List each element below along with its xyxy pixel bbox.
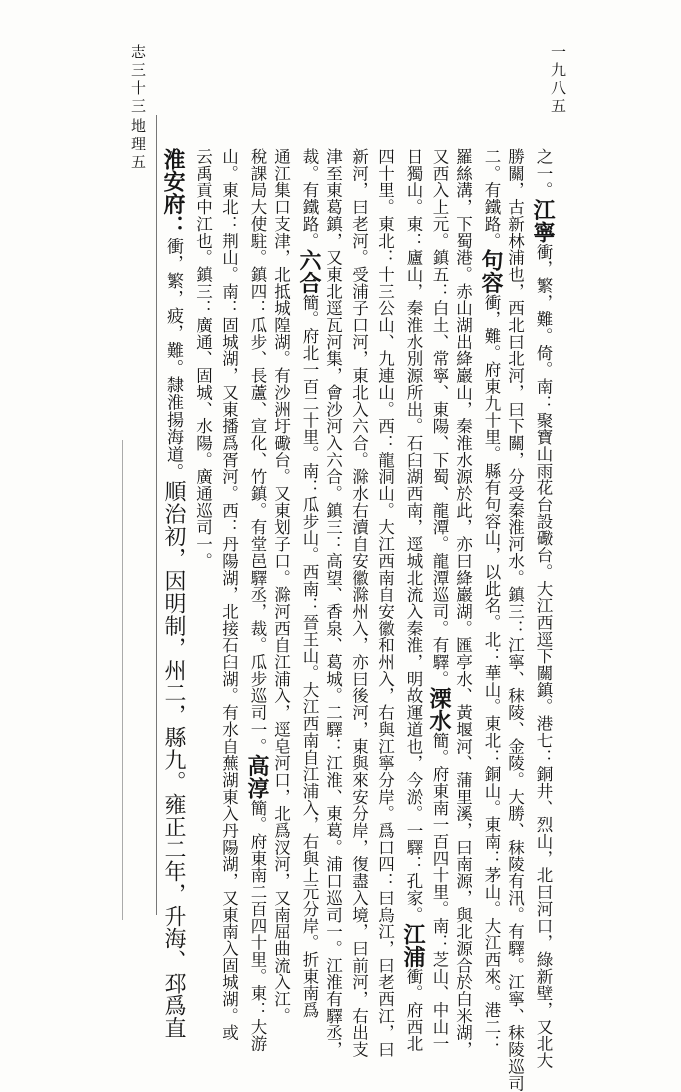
column-rule <box>156 115 157 915</box>
place-name: 六合 <box>296 249 322 294</box>
text-column-1: 之一。江寧衝，繁，難。倚。南：聚寶山雨花台設礮台。大江西逕下關鎮。港七：銅井、烈山，北曰河口，綠新壁，又北大 <box>530 148 556 1069</box>
place-name: 江浦 <box>400 923 426 968</box>
text-column-4: 羅絲溝，下蜀港。赤山湖出絳巖山，秦淮水源於此，亦曰絳巖湖。匯亭水、黃堰河、蒲里溪，曰南源，與北源合於白米湖， <box>453 148 473 1058</box>
inner-rule <box>122 440 123 920</box>
place-name: 高淳 <box>244 754 270 800</box>
place-name: 句容 <box>478 249 504 294</box>
page-number: 一九八五 <box>549 44 567 116</box>
section-header: 地理五 <box>129 118 147 172</box>
text-column-15: 淮安府：衝，繁，疲，難。隸淮揚海道。順治初，因明制，州二，縣九。雍正二年，升海、邳爲直 <box>160 148 186 1040</box>
text-column-10: 裁。有鐵路。六合簡。府北一百二十里。南：瓜步山。西南：晉王山。大江西南自江浦入，右與上元分岸。折東南爲 <box>296 148 322 1019</box>
text-column-6: 日獨山。東：廬山，秦淮水別源所出。石臼湖西南，逕城北流入秦淮，明故運道也，今淤。一驛：孔家。江浦衝。府西北 <box>400 148 426 1053</box>
text-column-13: 山。東北：荆山。南：固城湖，又東播爲胥河。西：丹陽湖，北接石臼湖。有水自蕪湖東入丹陽湖，又東南入固城湖。或 <box>219 148 239 1042</box>
text-column-5: 又西入上元。鎮五：白土、常寧、東陽、下蜀、龍潭。龍潭巡司。有驛。溧水簡。府東南一百四十里。南：芝山、中山一 <box>426 148 452 1053</box>
volume-header: 志三十三 <box>129 44 147 116</box>
text-column-7: 四十里。東北：十三公山、九連山。西：龍洞山。大江西南自安徽和州入，右與江寧分岸。爲口四：曰烏江，曰老西江，曰 <box>375 148 395 1058</box>
text-column-14: 云禹貢中江也。鎮三：廣通、固城、水陽。廣通巡司一。 <box>193 148 213 570</box>
prefecture-heading: 淮安府： <box>160 148 186 238</box>
text-column-9: 津至東葛鎮，又東北逕瓦河集，會沙河入六合。鎮三：高望、香泉、葛城。二驛：江淮、東葛。浦口巡司一。江淮有驛丞， <box>323 148 343 1058</box>
text-column-2: 勝關，古新林浦也，西北曰北河，曰下關，分受秦淮河水。鎮三：江寧、秣陵、金陵。大勝、秣陵有汛。有驛。江寧、秣陵巡司 <box>505 148 525 1092</box>
place-name: 江寧 <box>530 198 556 244</box>
text-column-8: 新河，曰老河。受浦子口河，東北入六合。滁水右瀆自安徽滁州入，亦曰後河，東與來安分岸，復盡入境，曰前河，右出支 <box>349 148 369 1058</box>
text-column-12: 稅課局大使駐。鎮四：瓜步、長蘆、宣化、竹鎮。有堂邑驛丞，裁。瓜步巡司一。高淳簡。府東南二百四十里。東：大游 <box>244 148 270 1053</box>
text-column-11: 通江集口支津，北抵城隍湖。有沙洲圩礮台。又東划子口。滁河西自江浦入，逕皂河口，北爲汊河，又南屈曲流入江。 <box>271 148 291 1025</box>
text-column-3: 二。有鐵路。句容衝，難。府東九十里。縣有句容山，以此名。北：華山。東北：銅山。東南：茅山。大江西來。港二： <box>478 148 504 1053</box>
place-name: 溧水 <box>426 687 452 732</box>
